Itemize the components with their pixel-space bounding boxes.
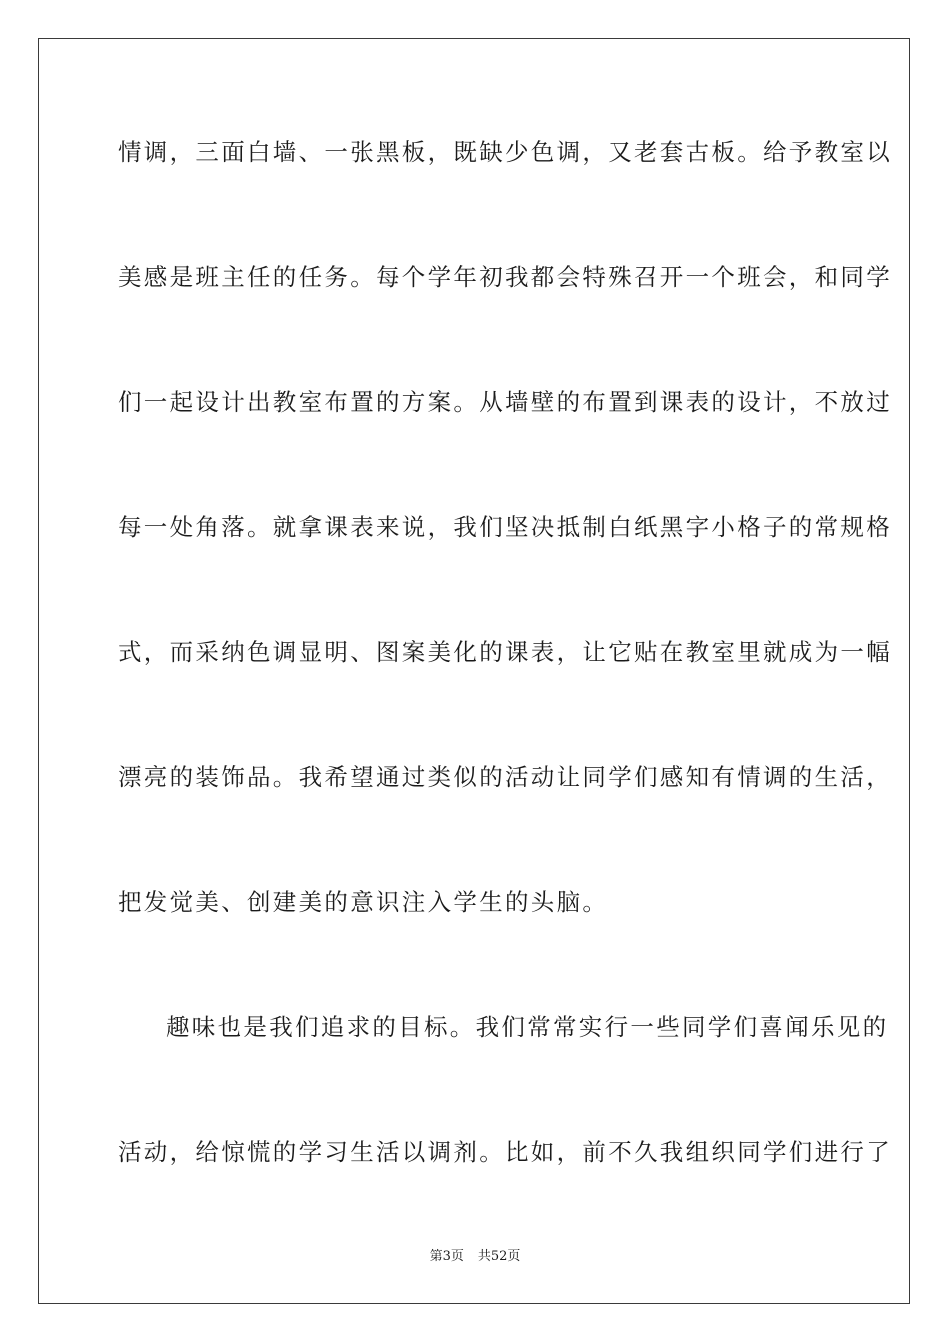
page-total: 共52页 (477, 1249, 521, 1264)
paragraph-first-line: 趣味也是我们追求的目标。我们常常实行一些同学们喜闻乐见的 (166, 1013, 889, 1041)
paragraph-line: 情调，三面白墙、一张黑板，既缺少色调，又老套古板。给予教室以 (118, 138, 892, 166)
page-number: 第3页 (429, 1249, 464, 1264)
paragraph-line: 把发觉美、创建美的意识注入学生的头脑。 (118, 888, 609, 916)
paragraph-line: 们一起设计出教室布置的方案。从墙壁的布置到课表的设计，不放过 (118, 388, 892, 416)
page-footer (0, 1249, 950, 1265)
paragraph-line: 活动，给惊慌的学习生活以调剂。比如，前不久我组织同学们进行了 (118, 1138, 892, 1166)
paragraph-line: 式，而采纳色调显明、图案美化的课表，让它贴在教室里就成为一幅 (118, 638, 892, 666)
page-border (38, 38, 910, 1304)
paragraph-line: 漂亮的装饰品。我希望通过类似的活动让同学们感知有情调的生活， (118, 763, 892, 791)
paragraph-line: 每一处角落。就拿课表来说，我们坚决抵制白纸黑字小格子的常规格 (118, 513, 892, 541)
paragraph-line: 美感是班主任的任务。每个学年初我都会特殊召开一个班会，和同学 (118, 263, 892, 291)
